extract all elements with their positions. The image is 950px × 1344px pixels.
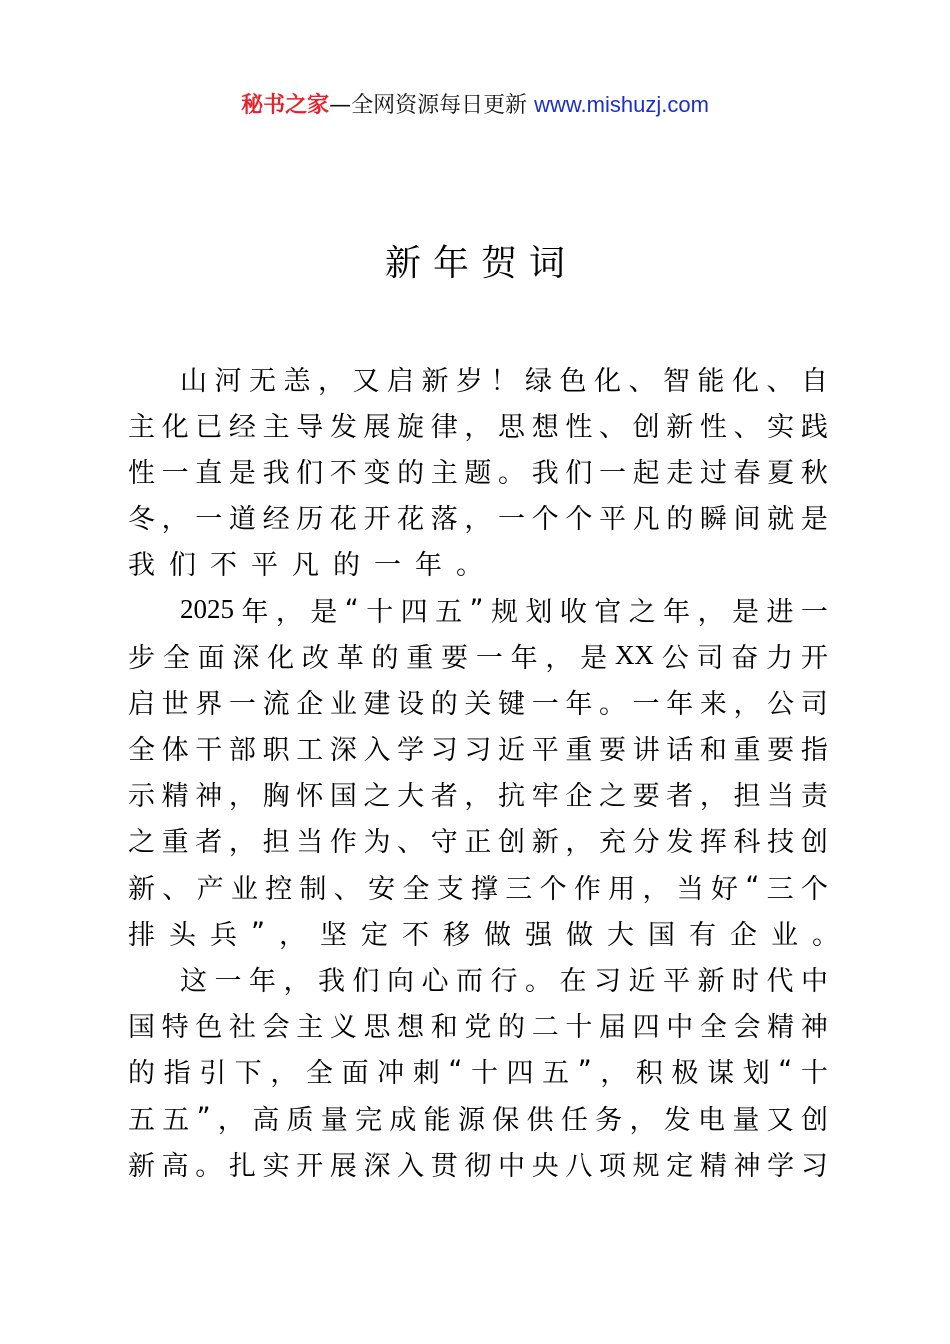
document-body: [128, 355, 853, 1186]
text-line: 新 、 产 业 控 制 、 安 全 支 撑 三 个 作 用 ， 当 好 “ 三 个: [128, 870, 828, 905]
document-title: 新年贺词: [384, 243, 577, 284]
text-line: 全 体 干 部 职 工 深 入 学 习 习 近 平 重 要 讲 话 和 重 要 指: [128, 735, 828, 767]
header-tagline: —全网资源每日更新: [329, 93, 535, 118]
text-line: 五 五 ” ， 高 质 量 完 成 能 源 保 供 任 务 ， 发 电 量 又 创: [128, 1101, 828, 1136]
text-line: 之 重 者 ， 担 当 作 为 、 守 正 创 新 ， 充 分 发 挥 科 技 创: [128, 827, 828, 859]
text-line: 国 特 色 社 会 主 义 思 想 和 党 的 二 十 届 四 中 全 会 精 神: [128, 1012, 828, 1044]
text-line: 2025 年 ， 是 “ 十 四 五 ” 规 划 收 官 之 年 ， 是 进 一: [180, 593, 828, 628]
text-line: 示 精 神 ， 胸 怀 国 之 大 者 ， 抗 牢 企 之 要 者 ， 担 当 责: [128, 781, 828, 813]
text-line: 的 指 引 下 ， 全 面 冲 刺 “ 十 四 五 ” ， 积 极 谋 划 “ 十: [128, 1055, 828, 1090]
text-line: 这 一 年 ， 我 们 向 心 而 行 。 在 习 近 平 新 时 代 中: [180, 966, 828, 998]
header-url-link[interactable]: www.mishuzj.com: [534, 92, 709, 117]
page-header: [0, 88, 950, 123]
text-line: 主 化 已 经 主 导 发 展 旋 律 ， 思 想 性 、 创 新 性 、 实 践: [128, 411, 828, 443]
text-line: 山 河 无 恙 ， 又 启 新 岁 ！ 绿 色 化 、 智 能 化 、 自: [180, 365, 828, 397]
text-line: 步 全 面 深 化 改 革 的 重 要 一 年 ， 是 XX 公 司 奋 力 开: [128, 639, 828, 674]
text-line: 性 一 直 是 我 们 不 变 的 主 题 。 我 们 一 起 走 过 春 夏 秋: [128, 457, 828, 489]
text-line: 新 高 。 扎 实 开 展 深 入 贯 彻 中 央 八 项 规 定 精 神 学 习: [128, 1150, 828, 1182]
text-line: 排 头 兵 ” ， 坚 定 不 移 做 强 做 大 国 有 企 业 。: [128, 916, 853, 951]
brand-name: 秘书之家: [241, 93, 330, 118]
text-line: 我 们 不 平 凡 的 一 年 。: [128, 550, 497, 582]
text-line: 启 世 界 一 流 企 业 建 设 的 关 键 一 年 。 一 年 来 ， 公 司: [128, 688, 828, 720]
text-line: 冬 ， 一 道 经 历 花 开 花 落 ， 一 个 个 平 凡 的 瞬 间 就 是: [128, 504, 828, 536]
